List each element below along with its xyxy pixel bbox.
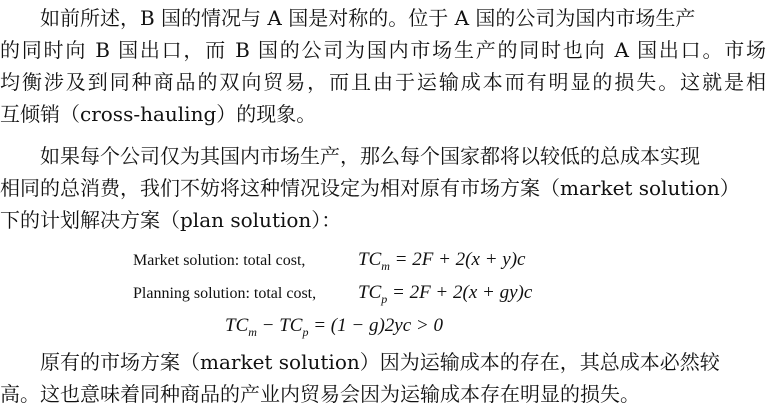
cost-difference-formula: $TC_m - TC_p = (1 - g)2yc > 0$: [225, 315, 443, 339]
market-solution-label: Market solution: total cost,: [133, 252, 306, 269]
paragraph1-line1: 如前所述，B 国的情况与 A 国是对称的。位于 A 国的公司为国内市场生产: [40, 6, 696, 30]
paragraph2-line2: 相同的总消费，我们不妨将这种情况设定为相对原有市场方案（market solution）: [0, 176, 740, 200]
tc-symbol: TC: [358, 249, 382, 270]
paragraph3-line2: 高。这也意味着同种商品的产业内贸易会因为运输成本存在明显的损失。: [0, 382, 640, 406]
planning-solution-formula: $TC_p = 2F + 2(x + gy)c$: [358, 282, 533, 306]
market-solution-formula: $TC_m = 2F + 2(x + y)c$: [358, 249, 526, 273]
planning-solution-label: Planning solution: total cost,: [133, 285, 317, 302]
paragraph1-line2: 的同时向 B 国出口，而 B 国的公司为国内市场生产的同时也向 A 国出口。市场: [0, 38, 766, 62]
paragraph1-line4: 互倾销（cross-hauling）的现象。: [0, 102, 317, 126]
paragraph1-line3: 均衡涉及到同种商品的双向贸易，而且由于运输成本而有明显的损失。这就是相: [0, 70, 766, 94]
paragraph2-line1: 如果每个公司仅为其国内市场生产，那么每个国家都将以较低的总成本实现: [40, 144, 700, 168]
paragraph2-line3: 下的计划解决方案（plan solution）：: [0, 208, 342, 232]
paragraph3-line1: 原有的市场方案（market solution）因为运输成本的存在，其总成本必然较: [40, 350, 720, 374]
